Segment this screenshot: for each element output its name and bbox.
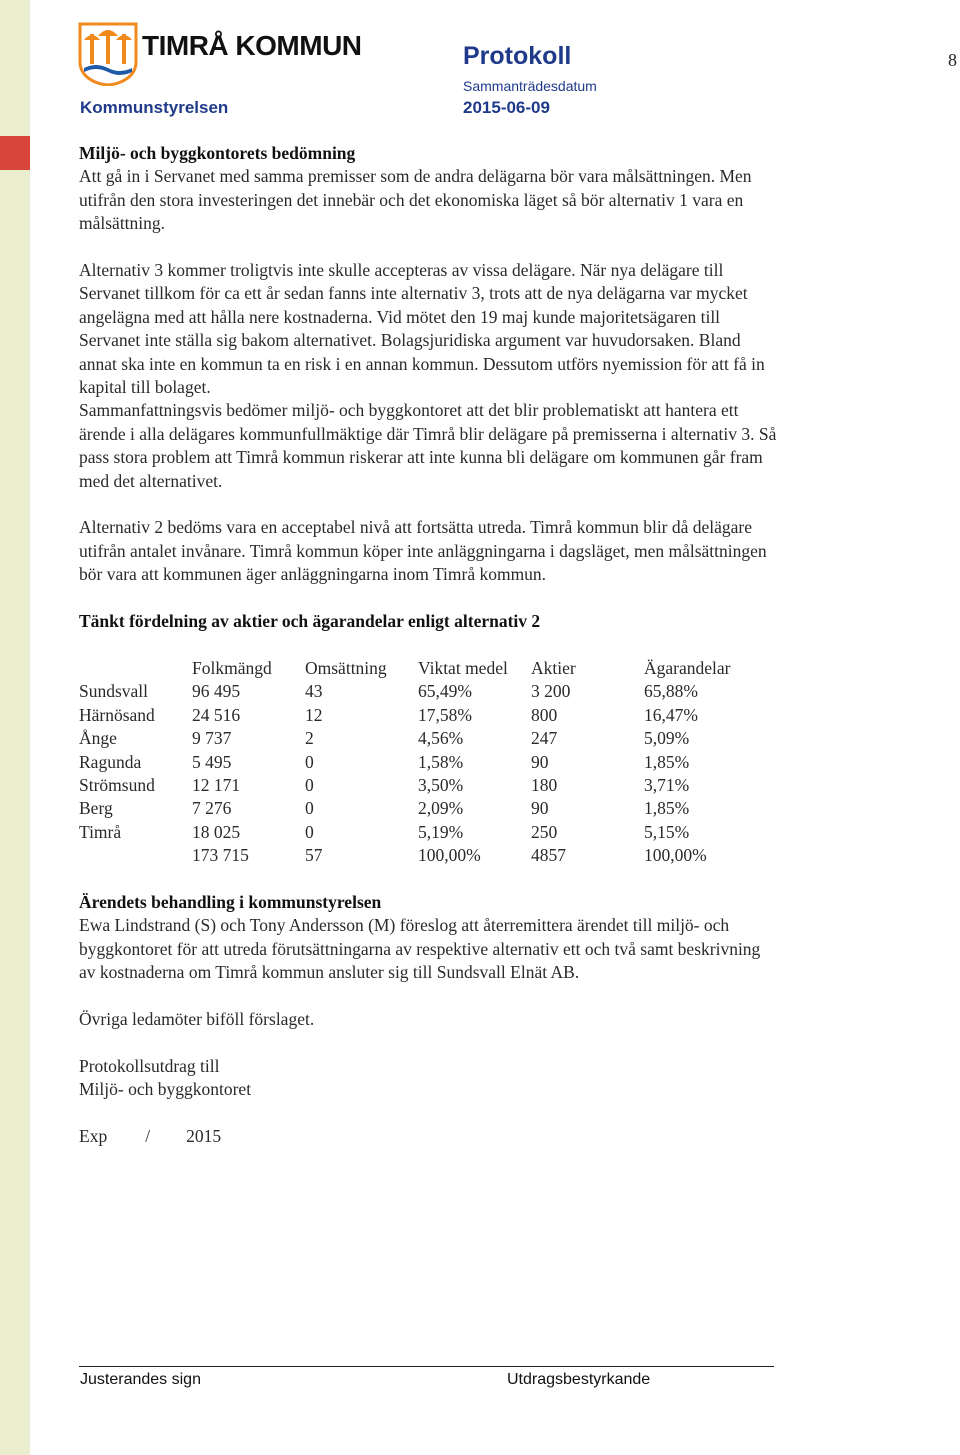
table-cell: 5,19%	[418, 821, 464, 842]
table-cell: Strömsund	[79, 774, 155, 795]
table-row	[79, 727, 730, 750]
expedition-line	[79, 1125, 779, 1148]
table-row	[79, 844, 730, 867]
table-header-row	[79, 657, 730, 680]
table-cell: 90	[531, 751, 549, 772]
column-header: Viktat medel	[418, 657, 508, 678]
table-cell: 1,85%	[644, 798, 690, 819]
municipality-logo	[78, 22, 138, 86]
signature-label-utdrag: Utdragsbestyrkande	[507, 1371, 651, 1388]
table-cell: Ragunda	[79, 751, 142, 772]
meeting-date-label: Sammanträdesdatum	[463, 78, 597, 94]
table-row	[79, 774, 730, 797]
meeting-date: 2015-06-09	[463, 98, 550, 117]
table-cell: 0	[305, 774, 314, 795]
table-cell: 0	[305, 751, 314, 772]
table-cell: 90	[531, 798, 549, 819]
column-header: Aktier	[531, 657, 576, 678]
table-cell: 250	[531, 821, 558, 842]
table-cell: 2	[305, 728, 314, 749]
paragraph: Alternativ 2 bedöms vara en acceptabel nivå att fortsätta utreda. Timrå kommun blir då delägare utifrån antalet invånare. Timrå kommun köper inte anläggningarna i dagsläget, men målsättningen bör vara att kommunen äger anläggningarna inom Timrå kommun.	[79, 517, 767, 585]
table-cell: 173 715	[192, 845, 249, 866]
committee-name: Kommunstyrelsen	[80, 98, 229, 117]
distribution-table	[79, 657, 730, 868]
table-cell: 3,50%	[418, 774, 464, 795]
document-body	[79, 142, 779, 1148]
table-cell: 24 516	[192, 704, 241, 725]
table-cell: 100,00%	[418, 845, 481, 866]
table-cell: 2,09%	[418, 798, 464, 819]
table-cell: 12	[305, 704, 323, 725]
extract-recipient: Miljö- och byggkontoret	[79, 1079, 252, 1100]
signature-label-justerandes: Justerandes sign	[80, 1371, 201, 1388]
table-cell: Berg	[79, 798, 113, 819]
table-cell: 9 737	[192, 728, 232, 749]
table-row	[79, 821, 730, 844]
paragraph: Övriga ledamöter biföll förslaget.	[79, 1008, 315, 1029]
table-cell: 18 025	[192, 821, 241, 842]
brand-name: TIMRÅ KOMMUN	[142, 30, 362, 61]
table-cell: 5,09%	[644, 728, 690, 749]
column-header: Omsättning	[305, 657, 387, 678]
signature-line	[79, 1366, 774, 1367]
sidebar-accent	[0, 136, 30, 170]
table-cell: 57	[305, 845, 323, 866]
table-cell: 4,56%	[418, 728, 464, 749]
table-row	[79, 680, 730, 703]
table-cell: 12 171	[192, 774, 241, 795]
table-cell: 65,49%	[418, 681, 472, 702]
table-cell: 5 495	[192, 751, 232, 772]
table-heading: Tänkt fördelning av aktier och ägarandelar enligt alternativ 2	[79, 611, 541, 632]
exp-label: Exp	[79, 1125, 108, 1146]
column-header: Ägarandelar	[644, 657, 731, 678]
table-row	[79, 704, 730, 727]
column-header: Folkmängd	[192, 657, 272, 678]
exp-year: 2015	[186, 1125, 222, 1146]
table-cell: 96 495	[192, 681, 241, 702]
table-cell: Ånge	[79, 728, 117, 749]
paragraph: Alternativ 3 kommer troligtvis inte skulle accepteras av vissa delägare. När nya delägare till Servanet tillkom för ca ett år sedan fanns inte alternativ 3, trots att de nya delägarna var mycket angelägna med att hålla nere kostnaderna. Vid mötet den 19 maj kunde majoritetsägaren till Servanet inte ställa sig bakom alternativet. Bolagsjuridiska argument var huvudorsaken. Bland annat ska inte en kommun ta en risk i en annan kommun. Dessutom utförs nyemission för att få in kapital till bolaget.	[79, 260, 765, 398]
column-header	[79, 657, 192, 680]
table-cell: Härnösand	[79, 704, 155, 725]
table-cell: 65,88%	[644, 681, 698, 702]
table-cell: 5,15%	[644, 821, 690, 842]
table-cell: 100,00%	[644, 845, 707, 866]
table-cell	[79, 844, 192, 867]
page-number: 8	[948, 50, 957, 70]
table-cell: 1,85%	[644, 751, 690, 772]
paragraph: Att gå in i Servanet med samma premisser som de andra delägarna bör vara målsättningen. Men utifrån den stora investeringen det innebär och det ekonomiska läget så bör alternativ 1 vara en målsättning.	[79, 166, 752, 234]
table-cell: 180	[531, 774, 558, 795]
table-cell: 1,58%	[418, 751, 464, 772]
table-cell: 0	[305, 821, 314, 842]
table-cell: 4857	[531, 845, 566, 866]
section-heading-handling: Ärendets behandling i kommunstyrelsen	[79, 891, 382, 912]
table-cell: 800	[531, 704, 558, 725]
paragraph: Sammanfattningsvis bedömer miljö- och byggkontoret att det blir problematiskt att hantera ett ärende i alla delägares kommunfullmäktige där Timrå blir delägare på premisserna i alternativ 3. Så pass stora problem att Timrå kommun riskerar att inte kunna bli delägare om kommunen går fram med det alternativet.	[79, 400, 777, 491]
table-cell: 7 276	[192, 798, 232, 819]
table-cell: Sundsvall	[79, 681, 149, 702]
table-cell: 0	[305, 798, 314, 819]
page-sidebar	[0, 0, 30, 1455]
section-heading-assessment: Miljö- och byggkontorets bedömning	[79, 143, 356, 163]
extract-label: Protokollsutdrag till	[79, 1055, 220, 1076]
table-cell: 3 200	[531, 681, 571, 702]
paragraph: Ewa Lindstrand (S) och Tony Andersson (M) föreslog att återremittera ärendet till miljö- och byggkontoret för att utreda förutsättningarna av respektive alternativ ett och två samt beskrivning av kostnaderna om Timrå kommun ansluter sig till Sundsvall Elnät AB.	[79, 915, 761, 983]
exp-separator: /	[145, 1125, 151, 1146]
table-cell: 16,47%	[644, 704, 698, 725]
table-cell: 3,71%	[644, 774, 690, 795]
table-cell: 43	[305, 681, 323, 702]
document-title: Protokoll	[463, 42, 572, 70]
table-cell: 247	[531, 728, 558, 749]
table-cell: 17,58%	[418, 704, 472, 725]
table-cell: Timrå	[79, 821, 122, 842]
table-row	[79, 751, 730, 774]
table-row	[79, 797, 730, 820]
